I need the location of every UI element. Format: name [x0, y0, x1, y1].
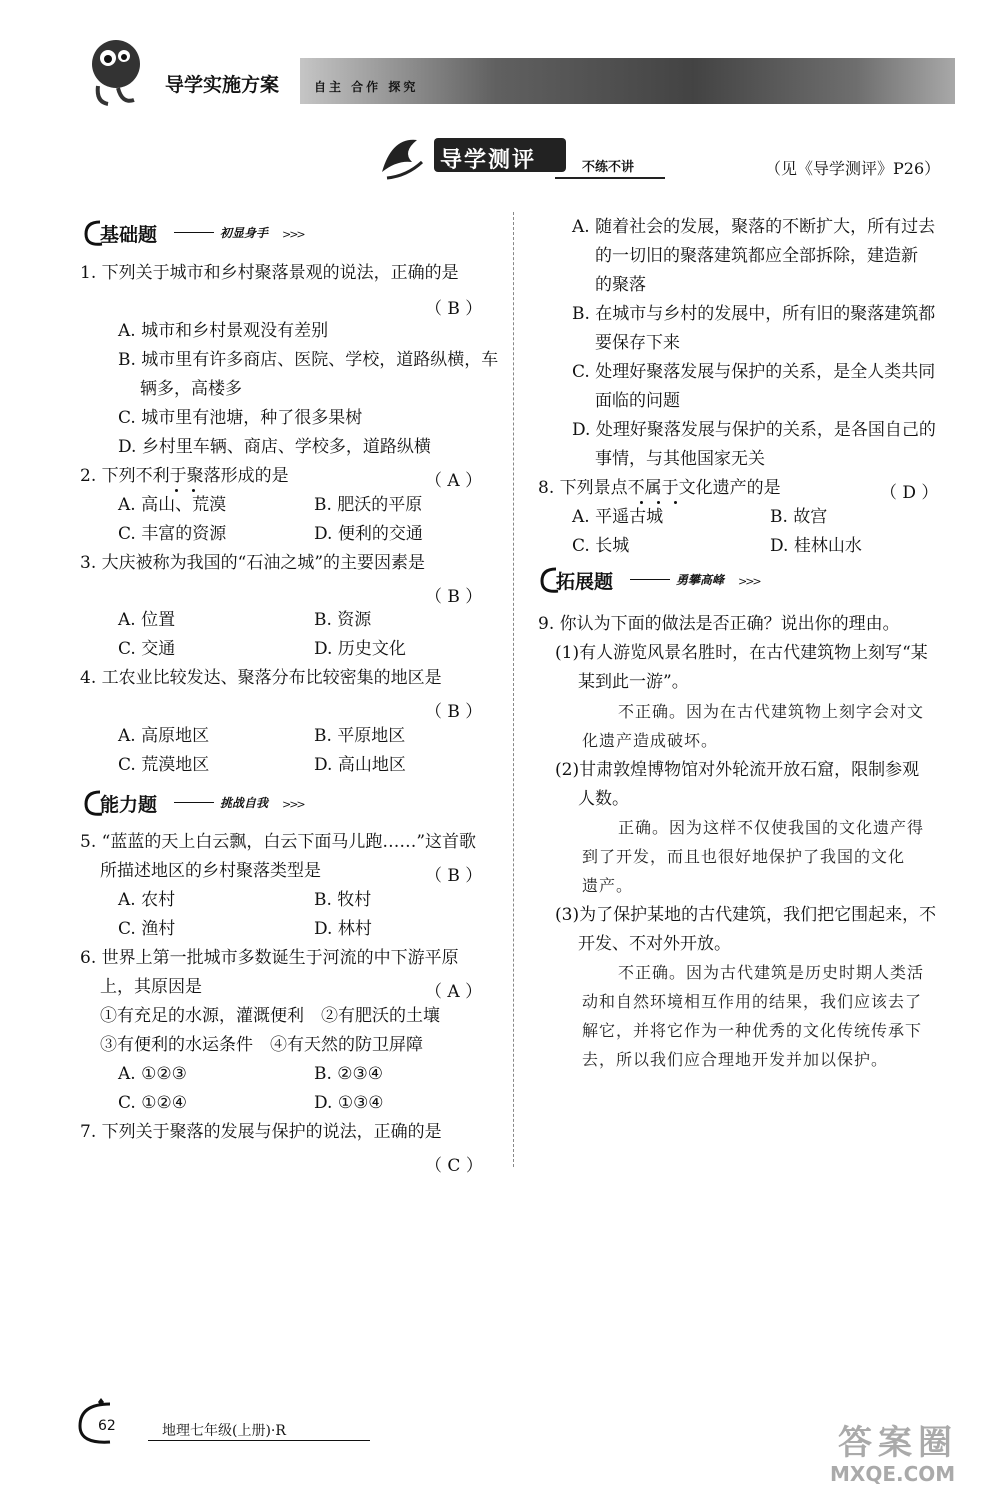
question-3: 3. 大庆被称为我国的“石油之城”的主要因素是 [80, 553, 426, 573]
option-1d: D. 乡村里车辆、商店、学校多，道路纵横 [118, 437, 431, 457]
answer-6: （ A ） [425, 982, 483, 1002]
question-9: 9. 你认为下面的做法是否正确？说出你的理由。 [538, 614, 900, 634]
section-dash [630, 579, 670, 580]
option-1c: C. 城市里有池塘，种了很多果树 [118, 408, 363, 428]
section-basic [82, 218, 312, 250]
header-subtitle: 自主 合作 探究 [314, 80, 419, 94]
answer-9-2-cont2: 遗产。 [582, 876, 634, 895]
option-6c: C. ①②④ [118, 1093, 187, 1113]
option-7a-cont: 的一切旧的聚落建筑都应全部拆除，建造新 [595, 246, 918, 266]
answer-9-1-cont: 化遗产造成破坏。 [582, 731, 719, 750]
option-4a: A. 高原地区 [118, 726, 210, 746]
section-arrows-icon: >>> [282, 798, 304, 811]
question-9-3: (3)为了保护某地的古代建筑，我们把它围起来，不 [555, 905, 937, 925]
answer-3: （ B ） [425, 587, 483, 607]
section-title: 拓展题 [556, 571, 614, 593]
option-8c: C. 长城 [572, 536, 630, 556]
option-6a: A. ①②③ [118, 1064, 187, 1084]
question-5: 5. “蓝蓝的天上白云飘，白云下面马儿跑……”这首歌 [80, 832, 477, 852]
emphasis-dot [192, 489, 195, 492]
answer-9-3-cont: 动和自然环境相互作用的结果，我们应该去了 [582, 992, 923, 1011]
option-7a: A. 随着社会的发展，聚落的不断扩大，所有过去 [572, 217, 936, 237]
question-6-cont: 上，其原因是 [100, 977, 202, 997]
question-4: 4. 工农业比较发达、聚落分布比较密集的地区是 [80, 668, 442, 688]
footer-underline [148, 1440, 370, 1441]
answer-7: （ C ） [425, 1156, 483, 1176]
answer-9-2: 正确。因为这样不仅使我国的文化遗产得 [618, 818, 925, 837]
answer-5: （ B ） [425, 866, 483, 886]
option-2d: D. 便利的交通 [314, 524, 423, 544]
banner-underline [555, 177, 665, 179]
option-1b-cont: 辆多，高楼多 [140, 379, 242, 399]
answer-4: （ B ） [425, 702, 483, 722]
page-number: 62 [98, 1418, 116, 1434]
option-5a: A. 农村 [118, 890, 176, 910]
option-7d-cont: 事情，与其他国家无关 [595, 449, 765, 469]
emphasis-dot [674, 501, 677, 504]
answer-9-3: 不正确。因为古代建筑是历史时期人类活 [618, 963, 925, 982]
option-4b: B. 平原地区 [314, 726, 406, 746]
option-7d: D. 处理好聚落发展与保护的关系，是各国自己的 [572, 420, 936, 440]
option-3b: B. 资源 [314, 610, 372, 630]
question-9-2: (2)甘肃敦煌博物馆对外轮流开放石窟，限制参观 [555, 760, 920, 780]
option-7c: C. 处理好聚落发展与保护的关系，是全人类共同 [572, 362, 936, 382]
option-6d: D. ①③④ [314, 1093, 384, 1113]
answer-9-2-cont: 到了开发，而且也很好地保护了我国的文化 [582, 847, 906, 866]
question-5-cont: 所描述地区的乡村聚落类型是 [100, 861, 321, 881]
option-5d: D. 林村 [314, 919, 372, 939]
option-3d: D. 历史文化 [314, 639, 406, 659]
option-2a: A. 高山、荒漠 [118, 495, 227, 515]
option-7a-cont2: 的聚落 [595, 275, 646, 295]
question-6: 6. 世界上第一批城市多数诞生于河流的中下游平原 [80, 948, 459, 968]
mascot-logo [78, 32, 158, 112]
question-9-1-cont: 某到此一游”。 [578, 672, 689, 692]
statement-6-1: ①有充足的水源，灌溉便利 ②有肥沃的土壤 [100, 1006, 440, 1026]
emphasis-dot [640, 501, 643, 504]
question-9-3-cont: 开发、不对外开放。 [578, 934, 731, 954]
answer-1: （ B ） [425, 299, 483, 319]
option-1a: A. 城市和乡村景观没有差别 [118, 321, 329, 341]
section-slogan: 挑战自我 [220, 796, 269, 810]
emphasis-dot [175, 489, 178, 492]
option-8d: D. 桂林山水 [770, 536, 862, 556]
option-4c: C. 荒漠地区 [118, 755, 210, 775]
question-9-1: (1)有人游览风景名胜时，在古代建筑物上刻写“某 [555, 643, 928, 663]
banner-slogan: 不练不讲 [582, 160, 635, 175]
option-5c: C. 渔村 [118, 919, 176, 939]
question-2: 2. 下列不利于聚落形成的是 [80, 466, 289, 486]
answer-2: （ A ） [425, 471, 483, 491]
option-4d: D. 高山地区 [314, 755, 406, 775]
section-extend [538, 565, 768, 597]
answer-8: （ D ） [880, 483, 939, 503]
option-7b-cont: 要保存下来 [595, 333, 680, 353]
answer-9-1: 不正确。因为在古代建筑物上刻字会对文 [618, 702, 925, 721]
question-1: 1. 下列关于城市和乡村聚落景观的说法，正确的是 [80, 263, 459, 283]
section-ability [82, 788, 312, 820]
option-3c: C. 交通 [118, 639, 176, 659]
section-slogan: 勇攀高峰 [676, 573, 725, 587]
header-title: 导学实施方案 [165, 74, 280, 96]
watermark-url: MXQE.COM [830, 1462, 956, 1486]
option-2c: C. 丰富的资源 [118, 524, 227, 544]
option-7b: B. 在城市与乡村的发展中，所有旧的聚落建筑都 [572, 304, 936, 324]
book-title: 地理七年级(上册)·R [162, 1423, 286, 1439]
question-7: 7. 下列关于聚落的发展与保护的说法，正确的是 [80, 1122, 442, 1142]
banner-title: 导学测评 [440, 148, 537, 173]
option-2b: B. 肥沃的平原 [314, 495, 423, 515]
column-divider [513, 212, 514, 1167]
section-arrows-icon: >>> [738, 575, 760, 588]
section-slogan: 初显身手 [220, 226, 269, 240]
option-3a: A. 位置 [118, 610, 176, 630]
option-5b: B. 牧村 [314, 890, 372, 910]
section-title: 能力题 [100, 794, 158, 816]
answer-9-3-cont3: 去，所以我们应合理地开发并加以保护。 [582, 1050, 889, 1069]
section-title: 基础题 [100, 224, 158, 246]
answer-9-3-cont2: 解它，并将它作为一种优秀的文化传统传承下 [582, 1021, 923, 1040]
section-dash [174, 802, 214, 803]
question-8: 8. 下列景点不属于文化遗产的是 [538, 478, 781, 498]
question-9-2-cont: 人数。 [578, 789, 629, 809]
section-arrows-icon: >>> [282, 228, 304, 241]
watermark-logo: 答案圈 [838, 1423, 958, 1463]
banner-reference: （见《导学测评》P26） [765, 159, 941, 178]
statement-6-2: ③有便利的水运条件 ④有天然的防卫屏障 [100, 1035, 423, 1055]
emphasis-dot [657, 501, 660, 504]
option-1b: B. 城市里有许多商店、医院、学校，道路纵横，车 [118, 350, 499, 370]
option-8a: A. 平遥古城 [572, 507, 664, 527]
section-dash [174, 232, 214, 233]
option-6b: B. ②③④ [314, 1064, 384, 1084]
option-7c-cont: 面临的问题 [595, 391, 680, 411]
option-8b: B. 故宫 [770, 507, 828, 527]
